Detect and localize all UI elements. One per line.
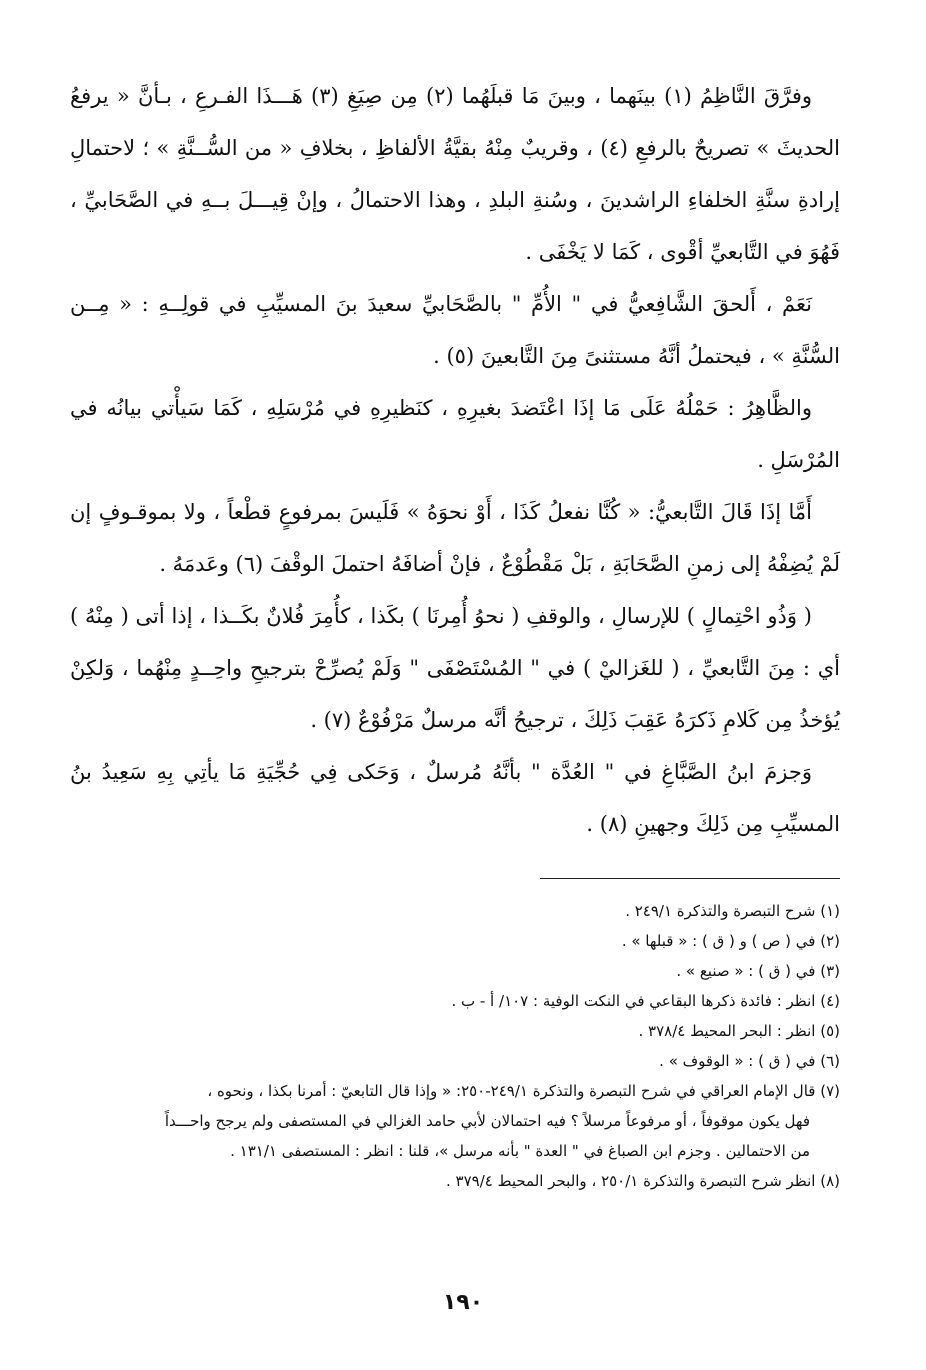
footnote-7-line-3: من الاحتمالين . وجزم ابن الصباغ في " العدة " بأنه مرسل »، قلنا : انظر : المستصفى ١٣١/١ . [230, 1142, 810, 1160]
main-text [70, 70, 840, 850]
footnote-5: (٥) انظر : البحر المحيط ٣٧٨/٤ . [638, 1022, 840, 1040]
footnote-2: (٢) في ( ص ) و ( ق ) : « قبلها » . [621, 932, 840, 950]
footnotes [70, 896, 840, 1196]
footnote-4: (٤) انظر : فائدة ذكرها البقاعي في النكت الوفية : ١٠٧/ أ - ب . [451, 992, 840, 1010]
paragraph-6: وَجزمَ ابنُ الصَّبَّاغِ في " العُدَّة " بأنَّهُ مُرسلٌ ، وَحَكى فِي حُجِّيَةِ مَا يأتِي بِهِ سَعِيدُ بنُ المسيِّبِ مِن ذَلِكَ وجهينِ (٨) . [70, 760, 840, 836]
footnote-3: (٣) في ( ق ) : « صنيع » . [676, 962, 840, 980]
footnote-1: (١) شرح التبصرة والتذكرة ٢٤٩/١ . [625, 902, 840, 920]
paragraph-4: أَمَّا إذَا قَالَ التَّابعيُّ: « كُنَّا نفعلُ كَذَا ، أَوْ نحوَهُ » فَلَيسَ بمرفوعٍ قطْعاً ، ولا بموقـوفٍ إن لَمْ يُضِفْهُ إلى زمنِ الصَّحَابَةِ ، بَلْ مَقْطُوْعٌ ، فإنْ أضافَهُ احتملَ الوقْفَ (٦) وعَدمَهُ . [70, 500, 840, 576]
paragraph-3: والظَّاهِرُ : حَمْلُهُ عَلَى مَا إذَا اعْتَضدَ بغيرِهِ ، كنَظيرِهِ في مُرْسَلِهِ ، كَمَا سَيأْتي بيانُه في المُرْسَلِ . [70, 396, 840, 472]
main-text-block [70, 70, 840, 850]
paragraph-2: نَعَمْ ، أَلحقَ الشَّافِعيُّ في " الأُمِّ " بالصَّحَابيِّ سعيدَ بنَ المسيِّبِ في قولِــهِ : « مِــن السُّنَّةِ » ، فيحتملُ أنَّهُ مستثنىً مِنَ التَّابعينَ (٥) . [70, 292, 840, 368]
paragraph-5: ( وَذُو احْتِمالٍ ) للإرسالِ ، والوقفِ ( نحوُ أُمِرنَا ) بكَذا ، كأُمِرَ فُلانٌ بكَــذا ، إذا أتى ( مِنْهُ ) أي : مِنَ التَّابعيِّ ، ( للغَزاليْ ) في " المُسْتَصْفَى " وَلَمْ يُصرِّحْ بترجيحِ واحِــدٍ مِنْهُما ، وَلكِنْ يُؤخذُ مِن كَلامِ ذَكرَهُ عَقِبَ ذَلِكَ ، ترجيحُ أنَّه مرسلٌ مَرْفُوْعٌ (٧) . [70, 604, 840, 732]
paragraph-1: وفرَّقَ النَّاظِمُ (١) بينَهما ، وبينَ مَا قبلَهُما (٢) مِن صِيَغِ (٣) هَـــذَا الفـرعِ ، بـأنَّ « يرفعُ الحديثَ » تصريحٌ بالرفعِ (٤) ، وقريبٌ مِنْهُ بقيَّةُ الألفاظِ ، بخلافِ « من السُّــنَّةِ » ؛ لاحتمالِ إرادةِ سنَّةِ الخلفاءِ الراشدينَ ، وسُنةِ البلدِ ، وهذا الاحتمالُ ، وإنْ قِيـــلَ بــهِ في الصَّحَابيِّ ، فَهُوَ في التَّابعيِّ أقْوى ، كَمَا لا يَخْفَى . [70, 84, 840, 264]
footnote-8: (٨) انظر شرح التبصرة والتذكرة ٢٥٠/١ ، والبحر المحيط ٣٧٩/٤ . [445, 1172, 840, 1190]
page-number: ١٩٠ [442, 1290, 484, 1315]
footnote-7-line-1: (٧) قال الإمام العراقي في شرح التبصرة والتذكرة ٢٤٩/١-٢٥٠: « وإذا قال التابعيّ : أمرنا بكذا ، ونحوه ، [207, 1082, 840, 1100]
footnote-7-line-2: فهل يكون موقوفاً ، أو مرفوعاً مرسلاً ؟ فيه احتمالان لأبي حامد الغزالي في المستصفى ولم يرجح واحـــداً [164, 1112, 810, 1130]
footnote-separator [540, 878, 840, 879]
footnote-6: (٦) في ( ق ) : « الوقوف » . [659, 1052, 840, 1070]
